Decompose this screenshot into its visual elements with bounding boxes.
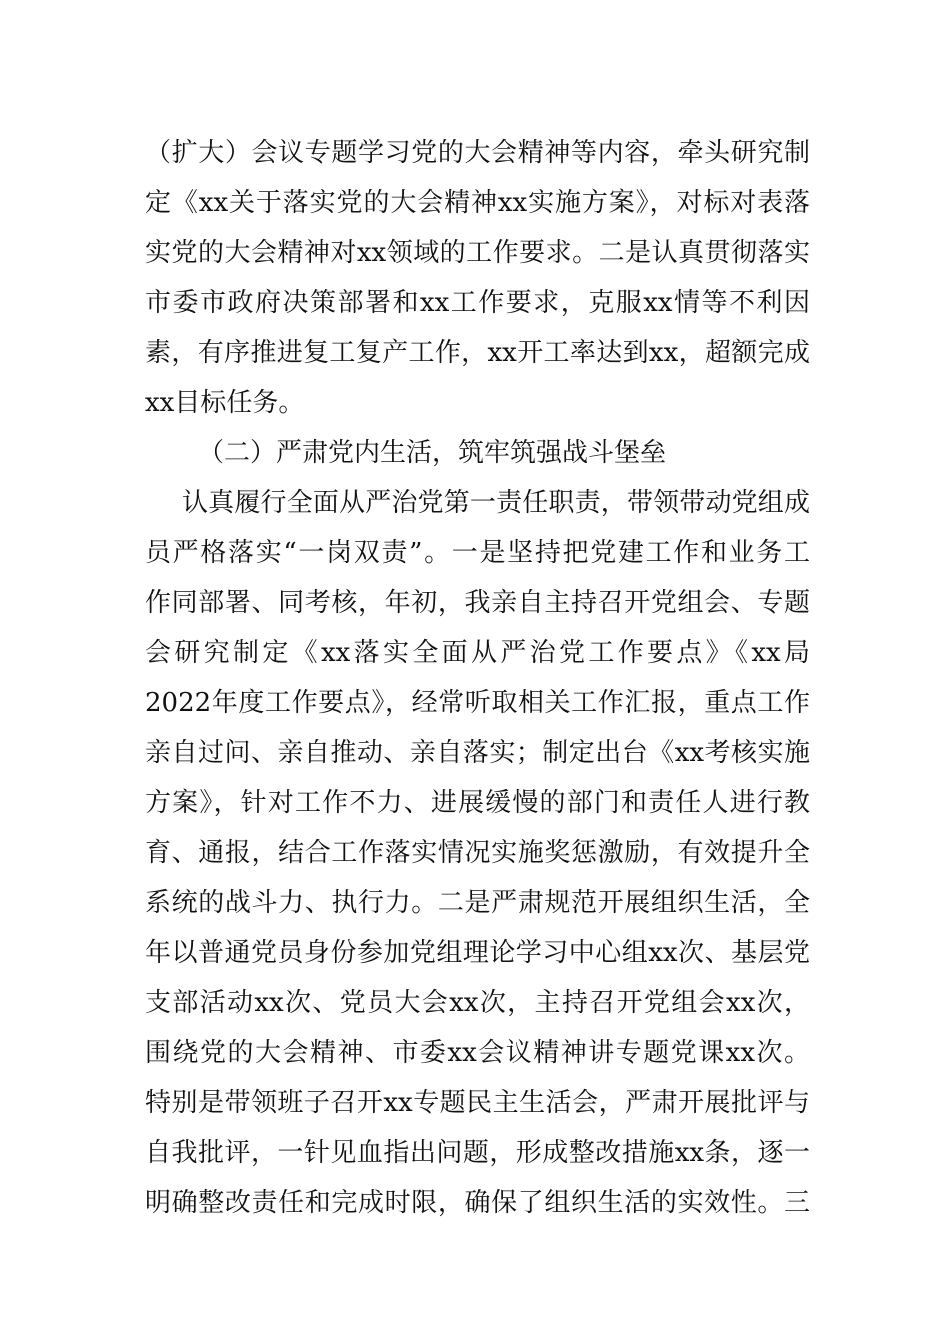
paragraph-2-line-1: 认真履行全面从严治党第一责任职责，带领带动党组成 [182, 488, 810, 518]
paragraph-1-line-2: 定《xx关于落实党的大会精神xx实施方案》，对标对表落 [145, 188, 810, 218]
paragraph-2-line-11: 支部活动xx次、党员大会xx次，主持召开党组会xx次， [145, 988, 810, 1018]
paragraph-1-line-3: 实党的大会精神对xx领域的工作要求。二是认真贯彻落实 [145, 238, 810, 268]
paragraph-1-line-6: xx目标任务。 [145, 388, 305, 418]
paragraph-2-line-10: 年以普通党员身份参加党组理论学习中心组xx次、基层党 [145, 938, 810, 968]
paragraph-1-line-4: 市委市政府决策部署和xx工作要求，克服xx情等不利因 [145, 288, 810, 318]
paragraph-2-line-13: 特别是带领班子召开xx专题民主生活会，严肃开展批评与 [145, 1088, 810, 1118]
paragraph-2-line-14: 自我批评，一针见血指出问题，形成整改措施xx条，逐一 [145, 1138, 810, 1168]
paragraph-2-line-9: 系统的战斗力、执行力。二是严肃规范开展组织生活，全 [145, 888, 810, 918]
paragraph-2-line-15: 明确整改责任和完成时限，确保了组织生活的实效性。三 [145, 1188, 810, 1218]
section-heading: （二）严肃党内生活，筑牢筑强战斗堡垒 [198, 438, 667, 468]
paragraph-2-line-4: 会研究制定《xx落实全面从严治党工作要点》《xx局 [145, 638, 810, 668]
paragraph-1-line-5: 素，有序推进复工复产工作，xx开工率达到xx，超额完成 [145, 338, 810, 368]
paragraph-2-line-8: 育、通报，结合工作落实情况实施奖惩激励，有效提升全 [145, 838, 810, 868]
paragraph-2-line-6: 亲自过问、亲自推动、亲自落实；制定出台《xx考核实施 [145, 738, 810, 768]
paragraph-1-line-1: （扩大）会议专题学习党的大会精神等内容，牵头研究制 [145, 138, 810, 168]
paragraph-2-line-2: 员严格落实“一岗双责”。一是坚持把党建工作和业务工 [145, 538, 810, 568]
paragraph-2-line-12: 围绕党的大会精神、市委xx会议精神讲专题党课xx次。 [145, 1038, 810, 1068]
paragraph-2-line-5: 2022年度工作要点》，经常听取相关工作汇报，重点工作 [145, 688, 810, 718]
paragraph-2-line-3: 作同部署、同考核，年初，我亲自主持召开党组会、专题 [145, 588, 810, 618]
paragraph-2-line-7: 方案》，针对工作不力、进展缓慢的部门和责任人进行教 [145, 788, 810, 818]
